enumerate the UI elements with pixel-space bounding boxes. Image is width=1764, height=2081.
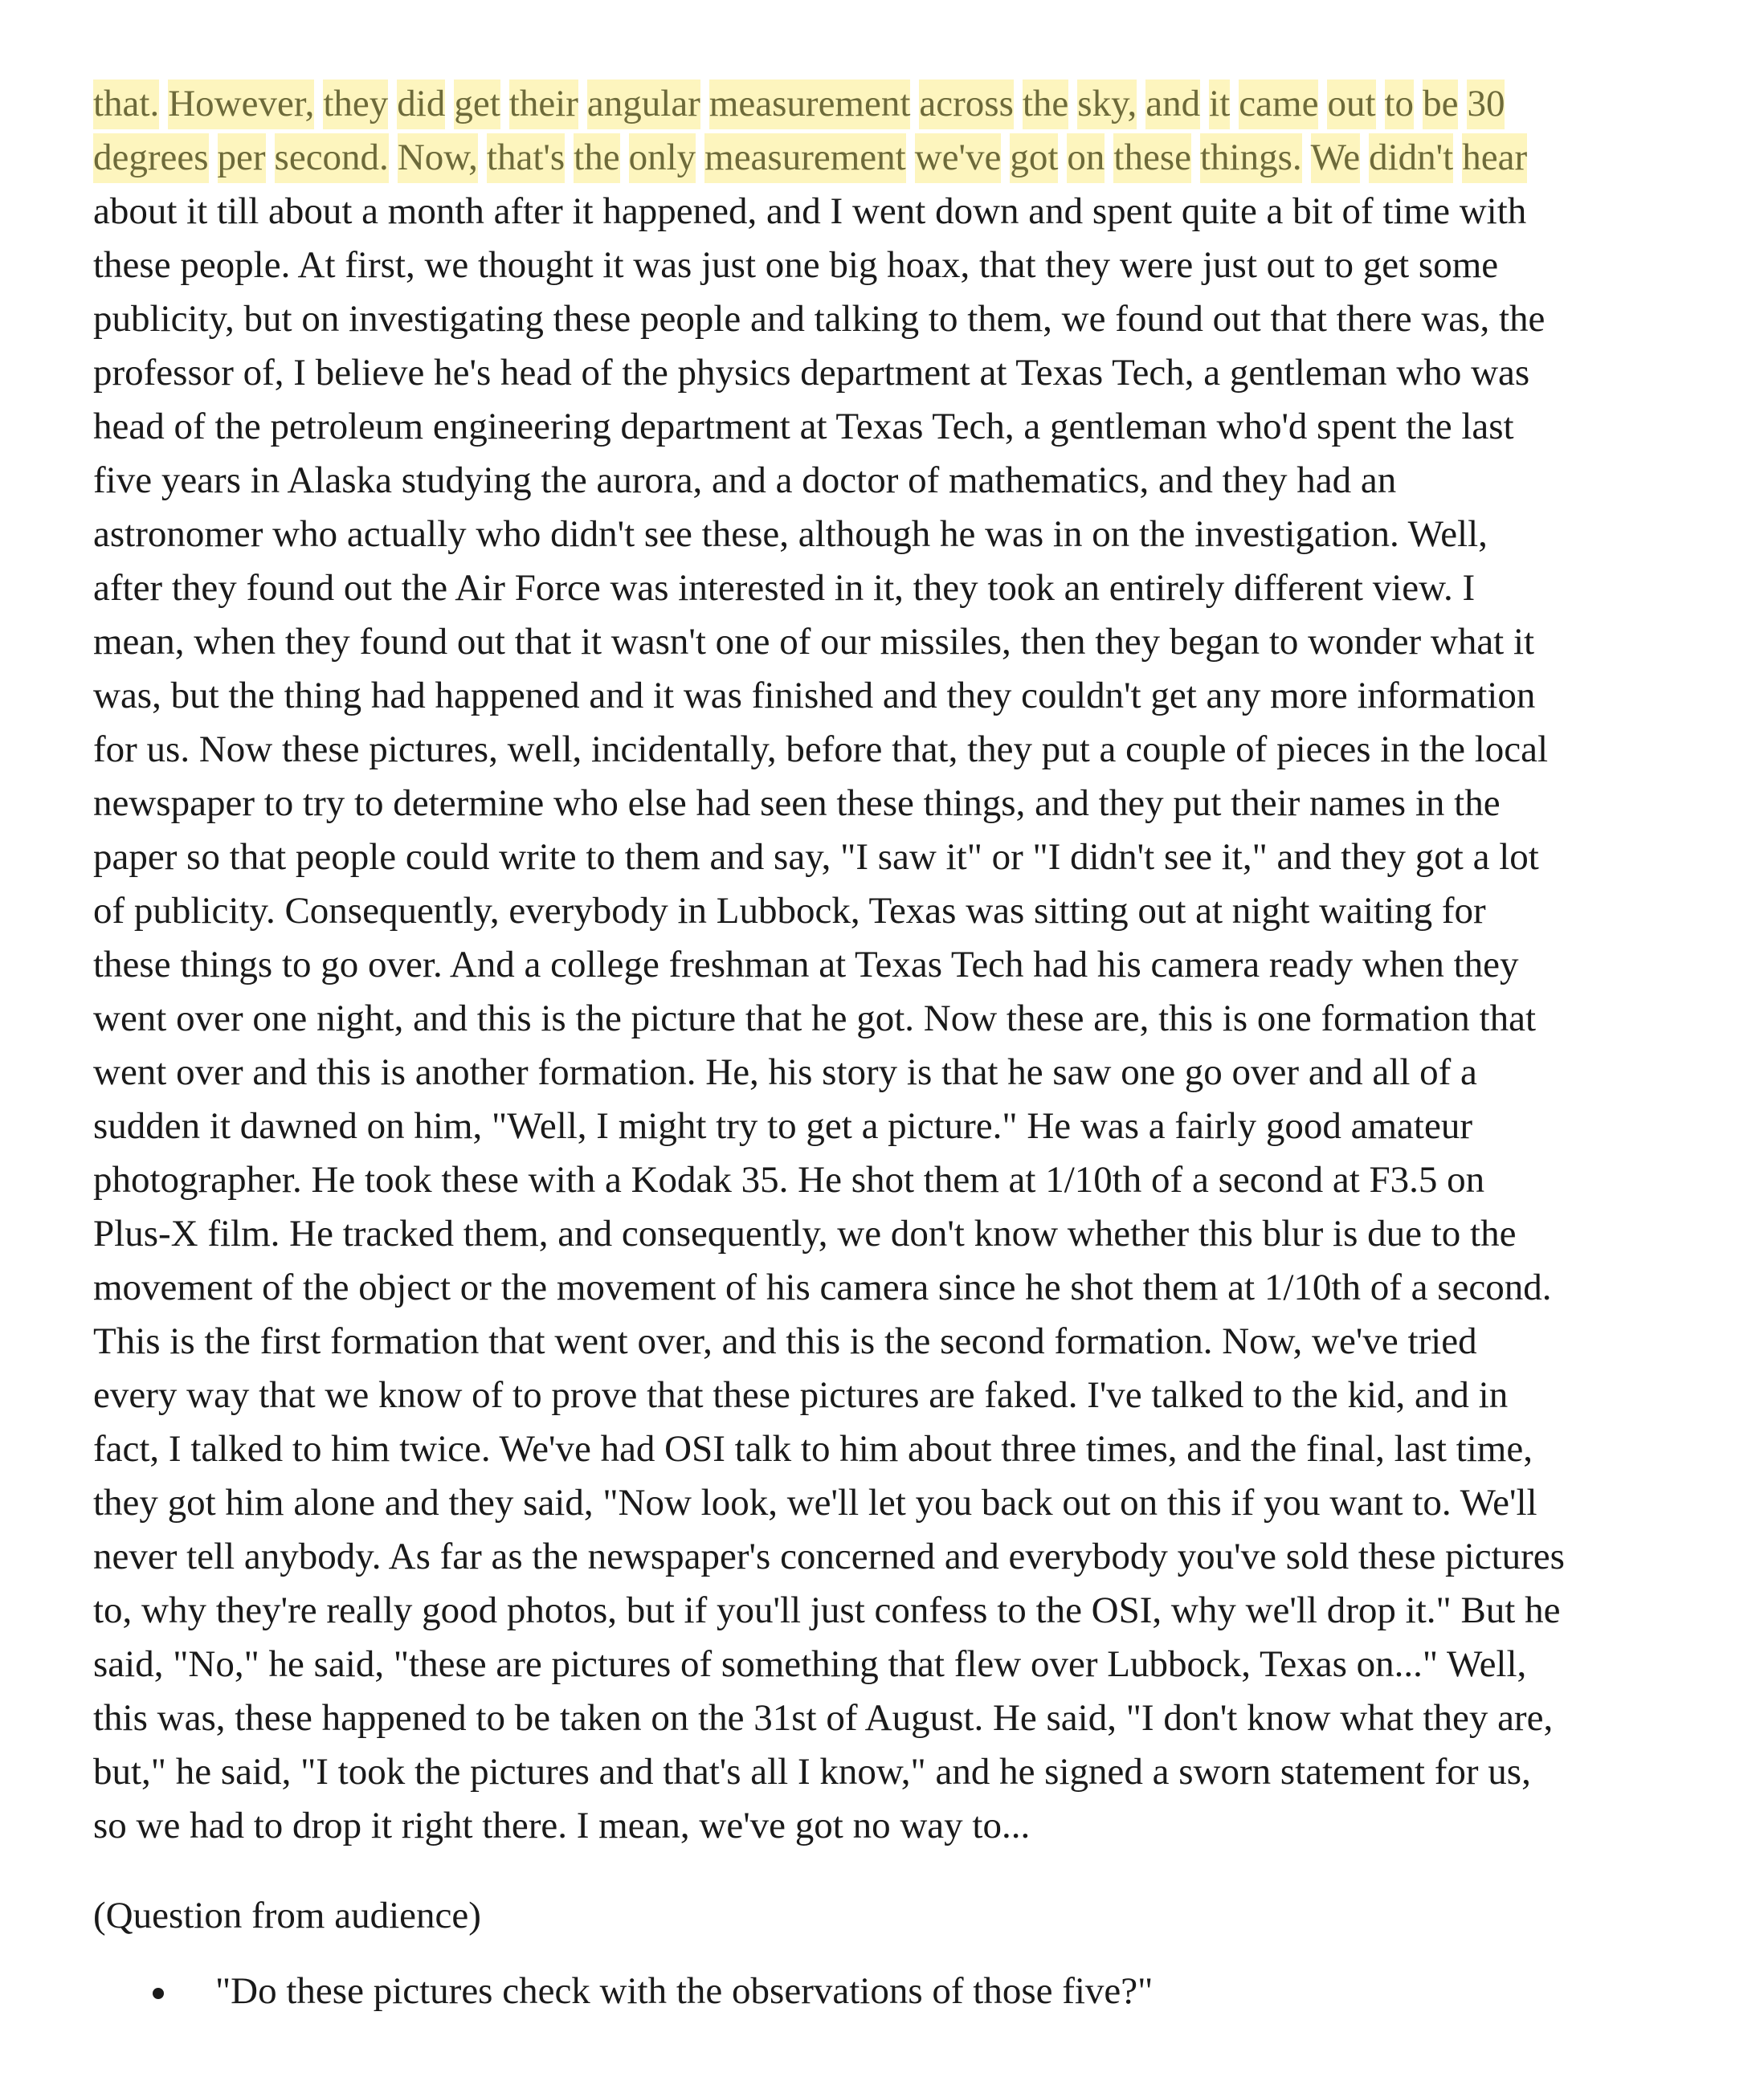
text-line: after they found out the Air Force was interested in it, they took an entirely different view. I	[93, 567, 1476, 609]
highlighted-word: that's	[487, 133, 565, 183]
highlighted-word: degrees	[93, 133, 209, 183]
text-line: Plus-X film. He tracked them, and consequently, we don't know whether this blur is due to the	[93, 1213, 1517, 1255]
highlighted-word: came	[1239, 80, 1318, 129]
text-line: paper so that people could write to them and say, "I saw it" or "I didn't see it," and they got a lot	[93, 836, 1539, 878]
highlighted-word: sky,	[1077, 80, 1137, 129]
text-line: these things to go over. And a college freshman at Texas Tech had his camera ready when they	[93, 944, 1519, 985]
transcript-body	[93, 77, 1676, 1853]
highlighted-line	[93, 131, 1676, 185]
text-line: but," he said, "I took the pictures and that's all I know," and he signed a sworn statement for us,	[93, 1751, 1531, 1793]
bullet-text: "Do these pictures check with the observations of those five?"	[215, 1970, 1154, 2012]
highlighted-word: the	[1023, 80, 1068, 129]
highlighted-word: be	[1423, 80, 1458, 129]
text-line: about it till about a month after it happened, and I went down and spent quite a bit of time with	[93, 190, 1527, 232]
highlighted-line	[93, 77, 1676, 131]
highlighted-word: per	[218, 133, 266, 183]
highlighted-word: measurement	[709, 80, 911, 129]
highlighted-word: and	[1145, 80, 1200, 129]
highlighted-word: However,	[168, 80, 314, 129]
text-line: This is the first formation that went over, and this is the second formation. Now, we've tried	[93, 1320, 1477, 1362]
highlighted-word: 30	[1467, 80, 1505, 129]
highlighted-word: these	[1113, 133, 1191, 183]
highlighted-word: we've	[915, 133, 1002, 183]
highlighted-passage	[93, 77, 1676, 185]
text-line: mean, when they found out that it wasn't one of our missiles, then they began to wonder what it	[93, 621, 1535, 663]
highlighted-word: only	[629, 133, 696, 183]
bullet-icon	[153, 1988, 164, 1999]
highlighted-word: it	[1209, 80, 1230, 129]
highlighted-word: hear	[1462, 133, 1527, 183]
highlighted-word: did	[397, 80, 445, 129]
text-line: fact, I talked to him twice. We've had OSI talk to him about three times, and the final, last time,	[93, 1428, 1533, 1470]
highlighted-word: We	[1311, 133, 1360, 183]
highlighted-word: across	[919, 80, 1013, 129]
text-line: so we had to drop it right there. I mean, we've got no way to...	[93, 1805, 1031, 1846]
highlighted-word: second.	[275, 133, 389, 183]
text-line: head of the petroleum engineering department at Texas Tech, a gentleman who'd spent the last	[93, 406, 1514, 447]
highlighted-word: that.	[93, 80, 159, 129]
text-line: sudden it dawned on him, "Well, I might try to get a picture." He was a fairly good amateur	[93, 1105, 1472, 1147]
text-line: photographer. He took these with a Kodak 35. He shot them at 1/10th of a second at F3.5 on	[93, 1159, 1485, 1201]
text-line: to, why they're really good photos, but if you'll just confess to the OSI, why we'll drop it." But he	[93, 1589, 1561, 1631]
highlighted-word: get	[454, 80, 500, 129]
highlighted-word: measurement	[704, 133, 906, 183]
text-line: went over one night, and this is the picture that he got. Now these are, this is one formation that	[93, 998, 1537, 1039]
text-line: of publicity. Consequently, everybody in Lubbock, Texas was sitting out at night waiting for	[93, 890, 1486, 932]
text-line: was, but the thing had happened and it was finished and they couldn't get any more information	[93, 675, 1536, 716]
highlighted-word: they	[323, 80, 388, 129]
text-line: for us. Now these pictures, well, incidentally, before that, they put a couple of pieces in the local	[93, 728, 1549, 770]
text-line: five years in Alaska studying the aurora, and a doctor of mathematics, and they had an	[93, 459, 1397, 501]
text-line: said, "No," he said, "these are pictures of something that flew over Lubbock, Texas on..." Well,	[93, 1643, 1527, 1685]
text-line: every way that we know of to prove that these pictures are faked. I've talked to the kid, and in	[93, 1374, 1509, 1416]
text-line: these people. At first, we thought it was just one big hoax, that they were just out to get some	[93, 244, 1499, 286]
body-paragraph	[93, 185, 1676, 1853]
highlighted-word: got	[1010, 133, 1058, 183]
highlighted-word: to	[1385, 80, 1415, 129]
highlighted-word: out	[1327, 80, 1375, 129]
highlighted-word: on	[1067, 133, 1105, 183]
highlighted-word: the	[574, 133, 619, 183]
question-label: (Question from audience)	[93, 1895, 481, 1936]
text-line: newspaper to try to determine who else had seen these things, and they put their names in the	[93, 782, 1501, 824]
text-line: went over and this is another formation. He, his story is that he saw one go over and all of a	[93, 1051, 1477, 1093]
text-line: this was, these happened to be taken on the 31st of August. He said, "I don't know what they are,	[93, 1697, 1554, 1739]
highlighted-word: their	[509, 80, 578, 129]
text-line: movement of the object or the movement of his camera since he shot them at 1/10th of a second.	[93, 1267, 1552, 1308]
text-line: they got him alone and they said, "Now look, we'll let you back out on this if you want to. We'll	[93, 1482, 1537, 1524]
highlighted-word: Now,	[398, 133, 478, 183]
text-line: astronomer who actually who didn't see these, although he was in on the investigation. Well,	[93, 513, 1488, 555]
highlighted-word: things.	[1200, 133, 1302, 183]
highlighted-word: angular	[587, 80, 700, 129]
text-line: publicity, but on investigating these people and talking to them, we found out that there was, the	[93, 298, 1546, 340]
text-line: never tell anybody. As far as the newspaper's concerned and everybody you've sold these pictures	[93, 1536, 1565, 1577]
text-line: professor of, I believe he's head of the physics department at Texas Tech, a gentleman who was	[93, 352, 1530, 394]
highlighted-word: didn't	[1369, 133, 1453, 183]
